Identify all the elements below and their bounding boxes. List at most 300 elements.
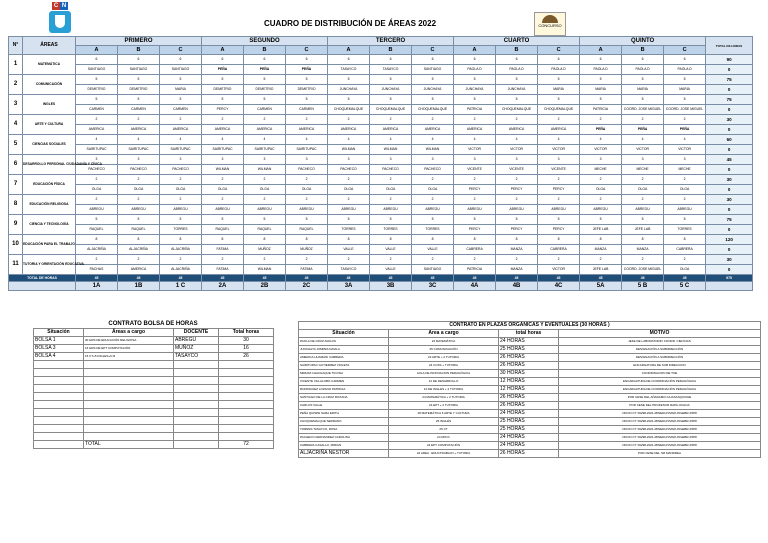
teacher-cell: MANZA — [622, 245, 664, 255]
hours-cell: 5 — [622, 215, 664, 225]
hours-cell: 2 — [202, 115, 244, 125]
teacher-cell: FATIMA — [202, 245, 244, 255]
teacher-cell: OLGA — [160, 185, 202, 195]
logo-letter-c: C — [53, 3, 59, 9]
teacher-cell: PEÑA — [580, 125, 622, 135]
area-number: 2 — [9, 75, 23, 95]
hours-cell: 8 — [580, 235, 622, 245]
totals-cell: 45 — [202, 275, 244, 282]
hours-cell: 4 — [496, 135, 538, 145]
teacher-cell: OLGA — [622, 185, 664, 195]
empty-cell — [84, 401, 174, 409]
section-name-row — [9, 282, 753, 291]
hours-cell: 2 — [76, 115, 118, 125]
empty-cell — [84, 361, 174, 369]
teacher-cell: VALLE — [328, 245, 370, 255]
teacher-cell: PACHECO — [412, 165, 454, 175]
hours-cell: 5 — [622, 75, 664, 85]
teacher-cell: OLGA — [664, 265, 706, 275]
area-number: 10 — [9, 235, 23, 255]
area-hours-row — [9, 215, 753, 225]
empty-cell — [34, 441, 84, 449]
hours-cell: 6 — [454, 55, 496, 65]
contrato-motivo: ENCARGATURA DE SUB DIRECCION — [559, 362, 761, 370]
teacher-cell: WILMAN — [244, 165, 286, 175]
totals-cell: 45 — [412, 275, 454, 282]
bolsa-table — [33, 328, 274, 449]
area-total-secondary: 0 — [706, 265, 753, 275]
teacher-cell: PAOLA D — [622, 65, 664, 75]
teacher-cell: VICTOR — [580, 145, 622, 155]
hours-cell: 5 — [664, 95, 706, 105]
teacher-cell: SANTIAGO — [412, 265, 454, 275]
teacher-cell: VICENTE — [496, 165, 538, 175]
teacher-cell: PAOLA D — [580, 65, 622, 75]
building-icon — [542, 15, 558, 23]
hours-cell: 2 — [286, 195, 328, 205]
teacher-cell: ABREGU — [454, 205, 496, 215]
hours-cell: 5 — [454, 215, 496, 225]
hours-cell: 2 — [244, 195, 286, 205]
hours-cell: 6 — [412, 55, 454, 65]
empty-cell — [174, 425, 219, 433]
teacher-cell: TORRES — [664, 225, 706, 235]
hours-cell: 4 — [412, 135, 454, 145]
hours-cell: 6 — [118, 55, 160, 65]
hours-cell: 4 — [370, 135, 412, 145]
totals-cell: 45 — [664, 275, 706, 282]
section-header: C — [412, 46, 454, 55]
teacher-cell: TASAYCO — [328, 65, 370, 75]
hours-cell: 2 — [412, 115, 454, 125]
hours-cell: 2 — [118, 175, 160, 185]
area-teacher-row — [9, 85, 753, 95]
bolsa-docente: ABREGU — [174, 337, 219, 345]
contrato-horas: 24 HORAS — [499, 338, 559, 346]
area-total: 75 — [706, 75, 753, 85]
empty-cell — [84, 385, 174, 393]
hours-cell: 5 — [580, 95, 622, 105]
contrato-horas: 26 HORAS — [499, 354, 559, 362]
teacher-cell: JEFE LAB — [580, 265, 622, 275]
hours-cell: 3 — [412, 155, 454, 165]
section-name-cell: 1B — [118, 282, 160, 291]
teacher-cell: MARIA — [160, 85, 202, 95]
empty-cell — [174, 441, 219, 449]
hours-cell: 5 — [538, 75, 580, 85]
teacher-cell: PEÑA — [664, 125, 706, 135]
empty-cell — [84, 393, 174, 401]
section-header: C — [664, 46, 706, 55]
teacher-cell: OLGA — [286, 185, 328, 195]
hours-cell: 6 — [286, 55, 328, 65]
hours-cell: 8 — [538, 235, 580, 245]
hours-cell: 4 — [328, 135, 370, 145]
empty-cell — [84, 377, 174, 385]
empty-cell — [34, 393, 84, 401]
section-name-cell: 1 C — [160, 282, 202, 291]
hours-cell: 5 — [580, 215, 622, 225]
hours-cell: 2 — [580, 195, 622, 205]
hours-cell: 5 — [118, 215, 160, 225]
hours-cell: 4 — [664, 135, 706, 145]
bolsa-row — [34, 337, 274, 345]
empty-cell — [34, 417, 84, 425]
section-name-cell: 2C — [286, 282, 328, 291]
section-header-row — [9, 46, 753, 55]
hours-cell: 3 — [328, 155, 370, 165]
area-number: 11 — [9, 255, 23, 275]
hours-cell: 5 — [412, 95, 454, 105]
bolsa-empty-row — [34, 385, 274, 393]
teacher-cell: RAQUEL — [118, 225, 160, 235]
teacher-cell: PACHAS — [76, 265, 118, 275]
hours-cell: 2 — [664, 195, 706, 205]
section-name-cell: 2A — [202, 282, 244, 291]
area-teacher-row — [9, 65, 753, 75]
contrato-area: 25 COMUNICACIÓN — [389, 346, 499, 354]
teacher-cell: MARIA — [580, 85, 622, 95]
teacher-cell: MECHE — [580, 165, 622, 175]
bolsa-header-cell: DOCENTE — [174, 329, 219, 337]
section-header: A — [580, 46, 622, 55]
teacher-cell: JEFE LAB — [622, 225, 664, 235]
hours-cell: 8 — [622, 235, 664, 245]
bolsa-docente: TASAYCO — [174, 353, 219, 361]
area-name: EDUCACIÓN PARA EL TRABAJO — [23, 235, 76, 255]
hours-cell: 2 — [496, 175, 538, 185]
area-name: DESARROLLO PERSONAL CIUDADANÍA Y CÍVICA — [23, 155, 76, 175]
teacher-cell: VICTOR — [538, 145, 580, 155]
hours-cell: 8 — [118, 235, 160, 245]
teacher-cell: MANZA — [580, 245, 622, 255]
teacher-cell: DEMETRIO — [244, 85, 286, 95]
hours-cell: 2 — [76, 255, 118, 265]
area-total: 30 — [706, 175, 753, 185]
contrato-area: 25 INGLÉS — [389, 418, 499, 426]
hours-cell: 2 — [118, 115, 160, 125]
hours-cell: 5 — [538, 95, 580, 105]
contrato-horas: 24 HORAS — [499, 410, 559, 418]
teacher-cell: AMERICA — [538, 125, 580, 135]
teacher-cell: CARMEN — [244, 105, 286, 115]
hours-cell: 5 — [412, 75, 454, 85]
teacher-cell: PAOLA D — [496, 65, 538, 75]
contrato-motivo: DESIGNACIÓN A SUBDIRECCIÓN — [559, 346, 761, 354]
contrato-motivo: ENCARGATURA DE COORDINACIÓN PEDAGÓGICA — [559, 386, 761, 394]
teacher-cell: DEMETRIO — [76, 85, 118, 95]
hours-cell: 5 — [622, 95, 664, 105]
contrato-horas: 26 HORAS — [499, 394, 559, 402]
hours-cell: 6 — [202, 55, 244, 65]
hours-cell: 2 — [202, 255, 244, 265]
hours-cell: 8 — [244, 235, 286, 245]
contrato-area: 24 MATEMÁTICA + 2 TUTORIA — [389, 394, 499, 402]
teacher-cell: ABREGU — [76, 205, 118, 215]
teacher-cell: TASAYCO — [370, 65, 412, 75]
teacher-cell: AMERICA — [118, 125, 160, 135]
contrato-row — [299, 426, 761, 434]
contrato-motivo: JEFE DE LABORATORIO COORD. CIENCIAS — [559, 338, 761, 346]
hours-cell: 5 — [286, 75, 328, 85]
teacher-cell: OLGA — [76, 185, 118, 195]
hours-cell: 4 — [160, 135, 202, 145]
totals-cell: 45 — [538, 275, 580, 282]
bolsa-empty-row — [34, 433, 274, 441]
bolsa-empty-row — [34, 361, 274, 369]
area-number: 5 — [9, 135, 23, 155]
teacher-cell: AMERICA — [160, 125, 202, 135]
contrato-situacion: CABRERA CASALLO, MIRIAN — [299, 442, 389, 450]
hours-cell: 2 — [160, 115, 202, 125]
bolsa-empty-row — [34, 377, 274, 385]
empty-cell — [174, 417, 219, 425]
hours-cell: 4 — [286, 135, 328, 145]
area-teacher-row — [9, 205, 753, 215]
teacher-cell: PEÑA — [202, 65, 244, 75]
teacher-cell: VICTOR — [622, 145, 664, 155]
contrato-horas: 25 HORAS — [499, 426, 559, 434]
bolsa-empty-row — [34, 369, 274, 377]
bolsa-title: CONTRATO BOLSA DE HORAS — [108, 321, 198, 327]
hours-cell: 2 — [76, 195, 118, 205]
hours-cell: 3 — [286, 155, 328, 165]
teacher-cell: FATIMA — [286, 265, 328, 275]
contrato-row — [299, 450, 761, 458]
hours-cell: 2 — [160, 195, 202, 205]
section-row-spacer — [9, 282, 76, 291]
teacher-cell: ABREGU — [328, 205, 370, 215]
area-total: 30 — [706, 115, 753, 125]
teacher-cell: JUNCHAYA — [412, 85, 454, 95]
hours-cell: 2 — [370, 115, 412, 125]
hours-cell: 6 — [370, 55, 412, 65]
hours-cell: 2 — [370, 255, 412, 265]
hours-cell: 2 — [664, 175, 706, 185]
area-teacher-row — [9, 145, 753, 155]
hours-cell: 8 — [328, 235, 370, 245]
hours-cell: 5 — [454, 95, 496, 105]
teacher-cell: WILMAN — [328, 145, 370, 155]
hours-cell: 8 — [412, 235, 454, 245]
logo-letter-n: N — [61, 3, 67, 9]
grand-total: 675 — [706, 275, 753, 282]
contrato-row — [299, 434, 761, 442]
bolsa-header-cell: Situación — [34, 329, 84, 337]
teacher-cell: PERCY — [538, 225, 580, 235]
teacher-cell: JEFE LAB — [580, 225, 622, 235]
teacher-cell: PATRICIA — [454, 265, 496, 275]
contrato-situacion: SAIRITUPAC GUTIERREZ VIOLETA — [299, 362, 389, 370]
contrato-header-row — [299, 330, 761, 338]
empty-cell — [34, 369, 84, 377]
area-name: TUTORIA Y ORIENTACIÓN EDUCATIVA — [23, 255, 76, 275]
teacher-cell: JUNCHAYA — [328, 85, 370, 95]
teacher-cell: SAIRITUPAC — [118, 145, 160, 155]
hours-cell: 3 — [160, 155, 202, 165]
teacher-cell: ALJACRIÑA — [118, 245, 160, 255]
bolsa-situacion: BOLSA 3 — [34, 345, 84, 353]
area-total: 75 — [706, 95, 753, 105]
teacher-cell: PAOLA D — [538, 65, 580, 75]
hours-cell: 2 — [202, 175, 244, 185]
contrato-motivo: OFICIO N° 00298-2021-MINEDU/VMGP-DIGEBR-DIPR — [559, 426, 761, 434]
section-row-end — [706, 282, 753, 291]
teacher-cell: SAIRITUPAC — [76, 145, 118, 155]
hours-cell: 3 — [622, 155, 664, 165]
hours-cell: 5 — [664, 215, 706, 225]
area-name: COMUNICACIÓN — [23, 75, 76, 95]
contrato-area: 18 MATEMÁTICA 6 ARTE Y CULTURA — [389, 410, 499, 418]
teacher-cell: ABREGU — [286, 205, 328, 215]
bolsa-empty-row — [34, 393, 274, 401]
area-total: 60 — [706, 135, 753, 145]
teacher-cell: SANTIAGO — [160, 65, 202, 75]
teacher-cell: ABREGU — [370, 205, 412, 215]
teacher-cell: WILMAN — [370, 145, 412, 155]
contrato-area: 24 CCSS + TUTORIA — [389, 362, 499, 370]
hours-cell: 3 — [118, 155, 160, 165]
contrato-situacion: MIRIAM CHACHAQUE TICONA — [299, 370, 389, 378]
teacher-cell: ALJACRIÑA — [160, 245, 202, 255]
hours-cell: 3 — [370, 155, 412, 165]
teacher-cell: CHOQUEMALQUE — [412, 105, 454, 115]
teacher-cell: WILMAN — [244, 265, 286, 275]
area-total: 30 — [706, 195, 753, 205]
hours-cell: 2 — [328, 175, 370, 185]
hours-cell: 2 — [412, 195, 454, 205]
totals-cell: 45 — [580, 275, 622, 282]
hours-cell: 5 — [496, 95, 538, 105]
hours-cell: 2 — [412, 175, 454, 185]
hours-cell: 3 — [538, 155, 580, 165]
contrato-motivo: OFICIO N° 00298-2021-MINEDU/VMGP-DIGEBR-DIPR — [559, 418, 761, 426]
totals-row — [9, 275, 753, 282]
hours-cell: 2 — [202, 195, 244, 205]
teacher-cell: FATIMA — [202, 265, 244, 275]
contrato-situacion: ALJACRIÑA NESTOR — [299, 450, 389, 458]
hours-cell: 2 — [538, 175, 580, 185]
teacher-cell: TORRES — [370, 225, 412, 235]
contrato-horas: 26 HORAS — [499, 362, 559, 370]
hours-cell: 4 — [538, 135, 580, 145]
contrato-situacion: PACHECO FERNANDEZ CAROLINA — [299, 434, 389, 442]
empty-cell — [174, 369, 219, 377]
bolsa-header-cell: Total horas — [219, 329, 274, 337]
area-name: CIENCIAS SOCIALES — [23, 135, 76, 155]
hours-cell: 2 — [454, 175, 496, 185]
section-name-cell: 5 C — [664, 282, 706, 291]
teacher-cell: VICTOR — [538, 265, 580, 275]
teacher-cell: DEMETRIO — [118, 85, 160, 95]
contrato-horas: 25 HORAS — [499, 418, 559, 426]
hours-cell: 5 — [370, 215, 412, 225]
hours-cell: 5 — [76, 215, 118, 225]
hours-cell: 2 — [538, 255, 580, 265]
teacher-cell: VICENTE — [454, 165, 496, 175]
contrato-row — [299, 442, 761, 450]
teacher-cell: CABRERA — [664, 245, 706, 255]
hours-cell: 5 — [328, 215, 370, 225]
hours-cell: 2 — [496, 255, 538, 265]
contrato-situacion: PAOLA DE CRUZ AVALOS — [299, 338, 389, 346]
hours-cell: 2 — [664, 255, 706, 265]
contrato-motivo: OFICIO N° 00298-2021-MINEDU/VMGP-DIGEBR-DIPR — [559, 434, 761, 442]
hours-cell: 2 — [76, 175, 118, 185]
teacher-cell: VALLE — [370, 265, 412, 275]
hours-cell: 4 — [622, 135, 664, 145]
year-header: PRIMERO — [76, 37, 202, 46]
empty-cell — [34, 409, 84, 417]
hours-cell: 4 — [580, 135, 622, 145]
area-teacher-row — [9, 185, 753, 195]
hours-cell: 8 — [496, 235, 538, 245]
bolsa-total-label: TOTAL — [84, 441, 174, 449]
hours-cell: 4 — [118, 135, 160, 145]
hours-cell: 2 — [454, 115, 496, 125]
year-header: SEGUNDO — [202, 37, 328, 46]
area-total: 90 — [706, 55, 753, 65]
hours-cell: 2 — [622, 115, 664, 125]
contrato-title: CONTRATO EN PLAZAS ORGANICAS Y EVENTUALES (30 HORAS ) — [299, 322, 761, 330]
teacher-cell: SANTIAGO — [118, 65, 160, 75]
empty-cell — [34, 377, 84, 385]
teacher-cell: SAIRITUPAC — [286, 145, 328, 155]
contrato-area: 25 CT — [389, 426, 499, 434]
contrato-horas: 26 HORAS — [499, 402, 559, 410]
teacher-cell: WILMAN — [202, 165, 244, 175]
hours-cell: 8 — [664, 235, 706, 245]
hours-cell: 5 — [664, 75, 706, 85]
contrato-horas: 25 HORAS — [499, 346, 559, 354]
bolsa-areas: 15 CT+5 INGLES+6 M — [84, 353, 174, 361]
hours-cell: 3 — [496, 155, 538, 165]
area-hours-row — [9, 55, 753, 65]
page-title: CUADRO DE DISTRIBUCIÓN DE ÁREAS 2022 — [263, 19, 437, 28]
teacher-cell: VALLE — [370, 245, 412, 255]
teacher-cell: OLGA — [202, 185, 244, 195]
hours-cell: 5 — [118, 75, 160, 85]
contrato-area: 24 MATEMÁTICA — [389, 338, 499, 346]
empty-cell — [84, 433, 174, 441]
empty-cell — [219, 409, 274, 417]
totals-cell: 45 — [160, 275, 202, 282]
contrato-situacion: CARLOS VALLE — [299, 402, 389, 410]
hours-cell: 2 — [328, 115, 370, 125]
teacher-cell: MARIA — [538, 85, 580, 95]
contrato-area: 24 EPT COMPUTACIÓN — [389, 442, 499, 450]
teacher-cell: JUNCHAYA — [454, 85, 496, 95]
teacher-cell: CARMEN — [160, 105, 202, 115]
contrato-motivo: POR CESE DEL SR MANDREA — [559, 450, 761, 458]
teacher-cell: MECHE — [664, 165, 706, 175]
hours-cell: 5 — [454, 75, 496, 85]
teacher-cell: PERCY — [454, 225, 496, 235]
empty-cell — [34, 385, 84, 393]
area-number: 7 — [9, 175, 23, 195]
area-name: MATEMÁTICA — [23, 55, 76, 75]
area-total-secondary: 0 — [706, 85, 753, 95]
teacher-cell: PACHECO — [286, 165, 328, 175]
totals-cell: 45 — [244, 275, 286, 282]
contrato-motivo: OFICIO N° 00298-2021-MINEDU/VMGP-DIGEBR-DIPR — [559, 442, 761, 450]
hours-cell: 3 — [202, 155, 244, 165]
teacher-cell: OLGA — [370, 185, 412, 195]
hours-cell: 5 — [118, 95, 160, 105]
contrato-row — [299, 378, 761, 386]
hours-cell: 2 — [496, 195, 538, 205]
teacher-cell: PEÑA — [622, 125, 664, 135]
